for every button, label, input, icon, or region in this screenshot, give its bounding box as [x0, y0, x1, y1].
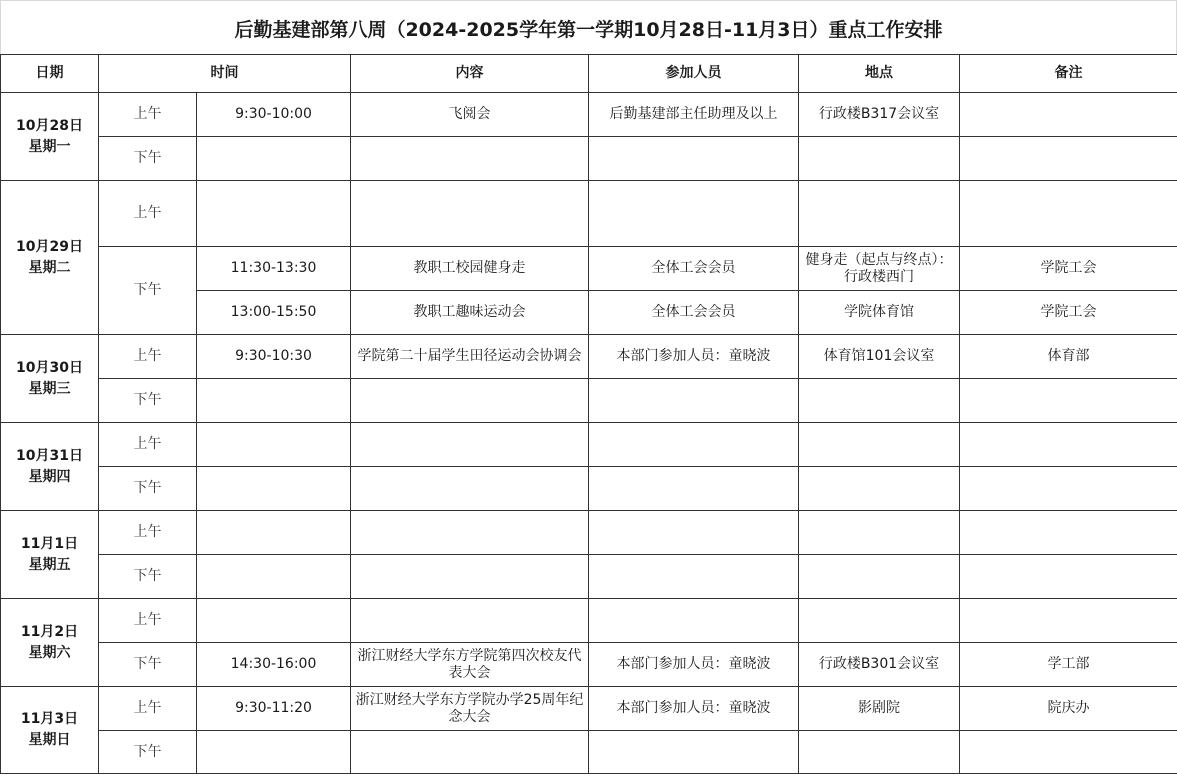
- header-location: 地点: [799, 55, 960, 93]
- table-row: [1, 335, 1177, 379]
- content-cell: 教职工趣味运动会: [351, 291, 589, 335]
- header-content: 内容: [351, 55, 589, 93]
- period-pm: 下午: [99, 555, 197, 599]
- remarks-cell: [960, 555, 1177, 599]
- header-remarks: 备注: [960, 55, 1177, 93]
- period-pm: 下午: [99, 731, 197, 774]
- weekday-label: 星期四: [28, 468, 71, 485]
- remarks-cell: [960, 137, 1177, 181]
- content-cell: [351, 731, 589, 774]
- location-cell: 行政楼B317会议室: [799, 93, 960, 137]
- location-cell: [799, 467, 960, 511]
- participants-cell: 全体工会会员: [589, 247, 799, 291]
- weekday-label: 星期六: [28, 644, 71, 661]
- page-title: 后勤基建部第八周（2024-2025学年第一学期10月28日-11月3日）重点工作安排: [0, 0, 1177, 55]
- participants-cell: [589, 467, 799, 511]
- content-cell: 浙江财经大学东方学院办学25周年纪念大会: [351, 687, 589, 731]
- period-am: 上午: [99, 335, 197, 379]
- location-cell: 体育馆101会议室: [799, 335, 960, 379]
- date-label: 11月3日: [20, 711, 79, 727]
- date-label: 10月30日: [16, 359, 83, 376]
- time-cell: [197, 379, 351, 423]
- remarks-cell: [960, 379, 1177, 423]
- period-pm: 下午: [99, 137, 197, 181]
- weekday-label: 星期三: [28, 380, 71, 397]
- time-cell: 13:00-15:50: [197, 291, 351, 335]
- content-cell: [351, 181, 589, 247]
- location-cell: [799, 379, 960, 423]
- date-cell: [1, 511, 99, 599]
- content-cell: [351, 511, 589, 555]
- date-label: 11月2日: [20, 623, 79, 640]
- header-participants: 参加人员: [589, 55, 799, 93]
- date-cell: [1, 181, 99, 335]
- table-row: [1, 511, 1177, 555]
- remarks-cell: 院庆办: [960, 687, 1177, 731]
- participants-cell: [589, 555, 799, 599]
- date-cell: [1, 93, 99, 181]
- location-cell: [799, 731, 960, 774]
- participants-cell: 本部门参加人员：童晓波: [589, 335, 799, 379]
- period-am: 上午: [99, 599, 197, 643]
- date-cell: [1, 599, 99, 687]
- content-cell: [351, 423, 589, 467]
- period-am: 上午: [99, 511, 197, 555]
- content-cell: 浙江财经大学东方学院第四次校友代表大会: [351, 643, 589, 687]
- content-cell: [351, 555, 589, 599]
- location-cell: [799, 137, 960, 181]
- time-cell: [197, 467, 351, 511]
- content-cell: 飞阅会: [351, 93, 589, 137]
- time-cell: [197, 731, 351, 774]
- content-cell: [351, 467, 589, 511]
- weekday-label: 星期二: [28, 259, 71, 276]
- content-cell: [351, 599, 589, 643]
- date-cell: [1, 423, 99, 511]
- table-row: [1, 379, 1177, 423]
- remarks-cell: [960, 181, 1177, 247]
- location-cell: [799, 511, 960, 555]
- content-cell: 学院第二十届学生田径运动会协调会: [351, 335, 589, 379]
- weekday-label: 星期一: [28, 138, 71, 155]
- participants-cell: 本部门参加人员：童晓波: [589, 687, 799, 731]
- time-cell: 9:30-10:30: [197, 335, 351, 379]
- time-cell: 9:30-10:00: [197, 93, 351, 137]
- table-row: [1, 599, 1177, 643]
- date-cell: [1, 687, 99, 774]
- time-cell: [197, 181, 351, 247]
- period-am: 上午: [99, 93, 197, 137]
- participants-cell: [589, 511, 799, 555]
- table-row: [1, 93, 1177, 137]
- participants-cell: [589, 181, 799, 247]
- period-am: 上午: [99, 181, 197, 247]
- period-pm: 下午: [99, 379, 197, 423]
- date-cell: [1, 335, 99, 423]
- participants-cell: 后勤基建部主任助理及以上: [589, 93, 799, 137]
- remarks-cell: [960, 467, 1177, 511]
- period-am: 上午: [99, 687, 197, 731]
- date-label: 10月31日: [16, 447, 83, 464]
- time-cell: [197, 423, 351, 467]
- participants-cell: [589, 731, 799, 774]
- participants-cell: [589, 423, 799, 467]
- participants-cell: [589, 379, 799, 423]
- schedule-table: [0, 54, 1177, 774]
- location-cell: [799, 181, 960, 247]
- location-cell: 影剧院: [799, 687, 960, 731]
- date-label: 11月1日: [20, 535, 79, 552]
- participants-cell: [589, 599, 799, 643]
- weekday-label: 星期五: [28, 556, 71, 573]
- weekday-label: 星期日: [28, 732, 71, 748]
- remarks-cell: 学工部: [960, 643, 1177, 687]
- time-cell: [197, 599, 351, 643]
- remarks-cell: [960, 423, 1177, 467]
- location-cell: [799, 555, 960, 599]
- table-row: [1, 137, 1177, 181]
- period-pm: 下午: [99, 467, 197, 511]
- remarks-cell: [960, 599, 1177, 643]
- location-cell: [799, 599, 960, 643]
- time-cell: [197, 137, 351, 181]
- table-row: [1, 423, 1177, 467]
- period-am: 上午: [99, 423, 197, 467]
- table-row: [1, 181, 1177, 247]
- remarks-cell: 学院工会: [960, 291, 1177, 335]
- header-date: 日期: [1, 55, 99, 93]
- table-row: [1, 555, 1177, 599]
- location-cell: 行政楼B301会议室: [799, 643, 960, 687]
- time-cell: 14:30-16:00: [197, 643, 351, 687]
- remarks-cell: [960, 93, 1177, 137]
- time-cell: [197, 555, 351, 599]
- remarks-cell: [960, 511, 1177, 555]
- date-label: 10月28日: [16, 117, 83, 134]
- table-row: [1, 643, 1177, 687]
- location-cell: [799, 423, 960, 467]
- remarks-cell: 体育部: [960, 335, 1177, 379]
- participants-cell: 全体工会会员: [589, 291, 799, 335]
- participants-cell: 本部门参加人员：童晓波: [589, 643, 799, 687]
- content-cell: [351, 379, 589, 423]
- table-row: [1, 247, 1177, 291]
- table-row: [1, 731, 1177, 774]
- participants-cell: [589, 137, 799, 181]
- period-pm: 下午: [99, 643, 197, 687]
- remarks-cell: 学院工会: [960, 247, 1177, 291]
- content-cell: 教职工校园健身走: [351, 247, 589, 291]
- content-cell: [351, 137, 589, 181]
- period-pm: 下午: [99, 247, 197, 335]
- table-row: [1, 687, 1177, 731]
- location-cell: 健身走（起点与终点）：行政楼西门: [799, 247, 960, 291]
- location-cell: 学院体育馆: [799, 291, 960, 335]
- table-row: [1, 467, 1177, 511]
- time-cell: 11:30-13:30: [197, 247, 351, 291]
- header-time: 时间: [99, 55, 351, 93]
- time-cell: 9:30-11:20: [197, 687, 351, 731]
- date-label: 10月29日: [16, 238, 83, 255]
- remarks-cell: [960, 731, 1177, 774]
- time-cell: [197, 511, 351, 555]
- header-row: [1, 55, 1177, 93]
